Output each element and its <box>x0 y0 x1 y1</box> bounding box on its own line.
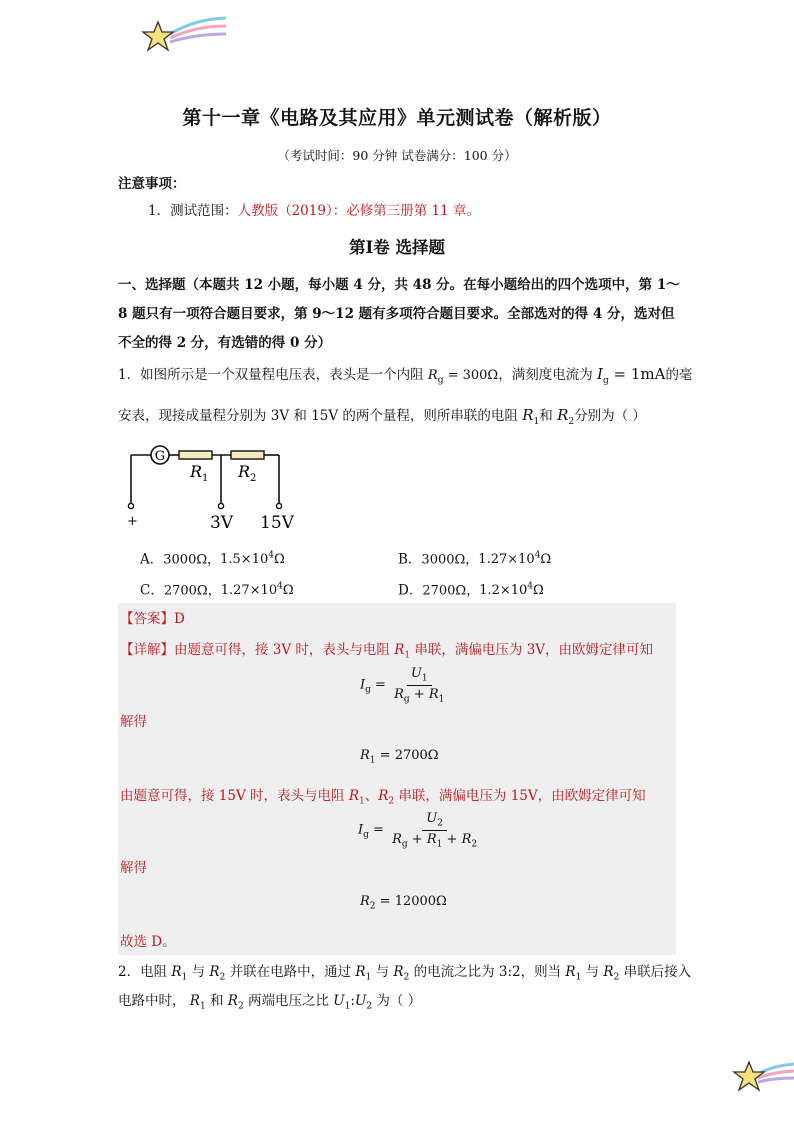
svg-text:R2: $R_2$ <box>238 462 257 484</box>
terminal-15v: 15V <box>260 513 294 532</box>
option-b[interactable]: B．3000Ω，$1.27\times 10^4\Omega$ <box>398 551 552 568</box>
question-1-line: 1．如图所示是一个双量程电压表，表头是一个内阻 $R_g = 300\Omega$，满刻度电流为 $I_g = 1mA$的毫 <box>118 365 693 386</box>
option-c[interactable]: C．2700Ω，$1.27\times 10^4\Omega$ <box>140 582 294 599</box>
resistor-r1 <box>179 451 212 459</box>
exam-info: （考试时间：90 分钟 试卷满分：100 分） <box>277 148 517 163</box>
circuit-diagram <box>120 440 310 532</box>
part-instructions-line: 一、选择题（本题共 12 小题，每小题 4 分，共 48 分。在每小题给出的四个选项中，第 1～ <box>118 277 680 293</box>
notice-item-1: 1．测试范围：人教版（2019）：必修第三册第 11 章。 <box>148 203 480 219</box>
part-instructions-line: 8 题只有一项符合题目要求，第 9～12 题有多项符合题目要求。全部选对的得 4 分，选对但 <box>118 306 675 322</box>
solve-label: 解得 <box>120 714 147 730</box>
formula-1: $I_g$ = $\frac{U_1}{R_g + R_1}$ <box>360 666 445 705</box>
answer-detail: 【详解】由题意可得，接 3V 时，表头与电阻 $R_1$ 串联，满偏电压为 3V，由欧姆定律可知 <box>120 642 654 661</box>
plus-terminal: + <box>127 514 138 529</box>
test-scope: 人教版（2019）：必修第三册第 11 章。 <box>237 203 480 219</box>
result-r2: $R_2 = 12000\Omega$ <box>360 894 447 912</box>
option-d[interactable]: D．2700Ω，$1.2\times 10^4\Omega$ <box>398 582 544 599</box>
shooting-star-icon <box>732 1056 794 1100</box>
r1-label: R <box>190 462 203 481</box>
page-title: 第十一章《电路及其应用》单元测试卷（解析版） <box>182 107 612 129</box>
solve-label: 解得 <box>120 860 147 876</box>
notice-heading: 注意事项： <box>118 176 186 192</box>
answer-detail: 由题意可得，接 15V 时，表头与电阻 $R_1$、$R_2$ 串联，满偏电压为 15V，由欧姆定律可知 <box>120 788 646 807</box>
galvanometer-icon <box>151 446 169 464</box>
question-1-line: 安表，现接成量程分别为 3V 和 15V 的两个量程，则所串联的电阻 $R_1$和 $R_2$分别为（ ） <box>118 406 646 427</box>
question-2-line: 电路中时， $R_1$ 和 $R_2$ 两端电压之比 $U_1:U_2$ 为（ ） <box>118 993 422 1012</box>
svg-text:G: G <box>154 449 166 464</box>
option-a[interactable]: A．3000Ω，$1.5\times 10^4\Omega$ <box>140 551 285 568</box>
resistor-r2 <box>231 451 264 459</box>
answer-conclusion: 故选 D。 <box>120 934 176 950</box>
answer-label: 【答案】D <box>120 611 185 627</box>
part-instructions-line: 不全的得 2 分，有选错的得 0 分） <box>118 335 332 351</box>
formula-2: $I_g$ = $\frac{U_2}{R_g + R_1 + R_2}$ <box>358 811 478 850</box>
r2-label: R <box>238 462 251 481</box>
section-title: 第Ⅰ卷 选择题 <box>349 238 445 257</box>
terminal-3v: 3V <box>210 513 234 532</box>
shooting-star-icon <box>140 14 230 62</box>
result-r1: $R_1 = 2700\Omega$ <box>360 748 439 766</box>
svg-text:R1: $R_1$ <box>190 462 209 484</box>
question-2-line: 2．电阻 $R_1$ 与 $R_2$ 并联在电路中，通过 $R_1$ 与 $R_2$ 的电流之比为 3:2，则当 $R_1$ 与 $R_2$ 串联后接入 <box>118 964 692 983</box>
